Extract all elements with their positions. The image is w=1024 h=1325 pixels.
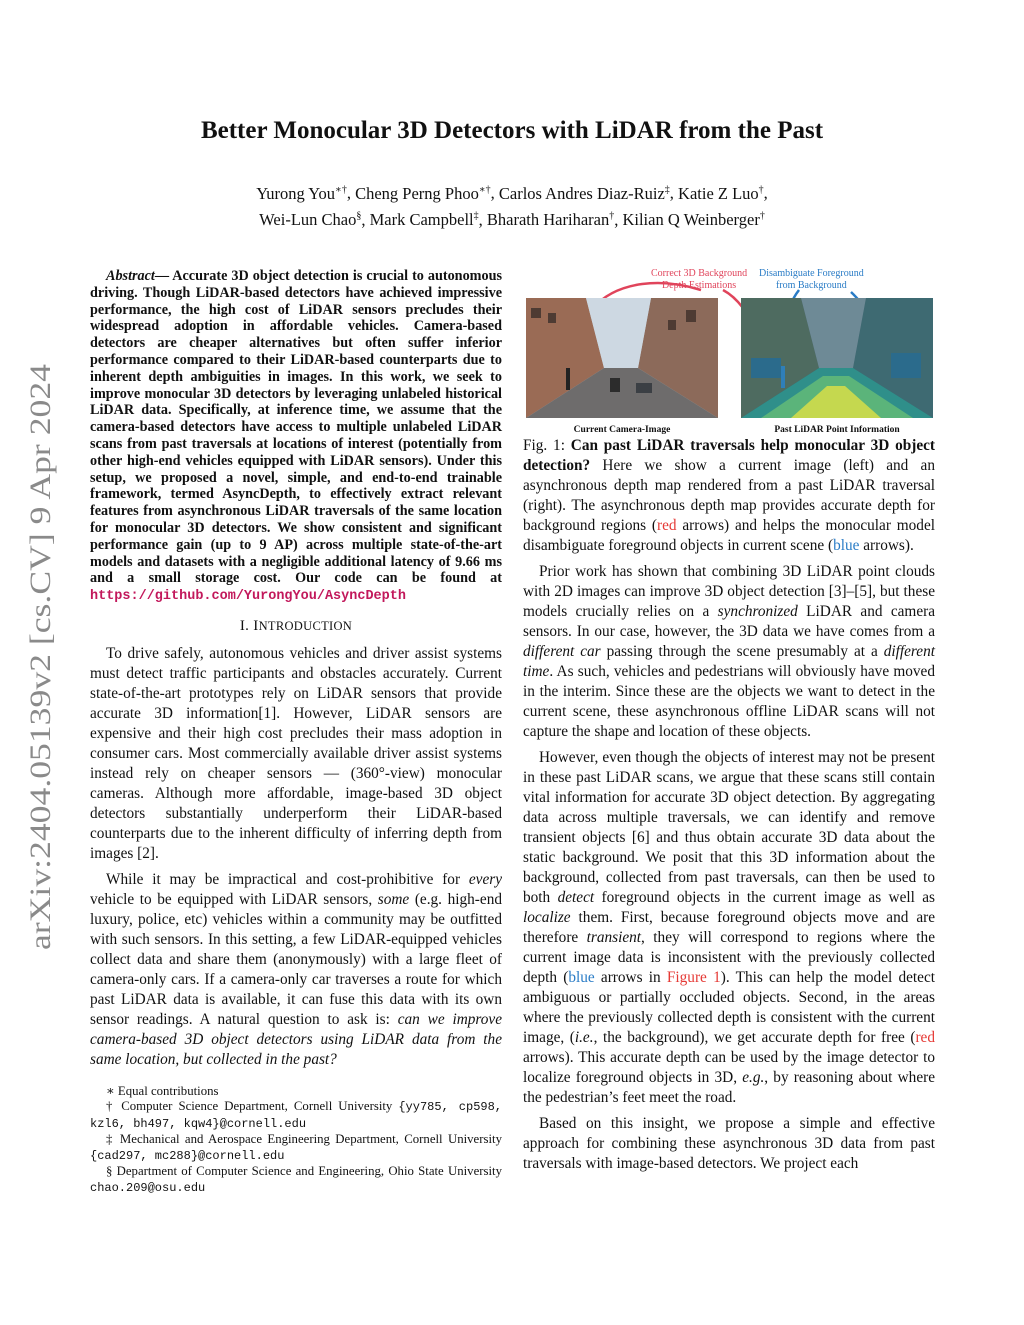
author: Katie Z Luo† — [678, 183, 764, 203]
author: Kilian Q Weinberger† — [622, 210, 765, 229]
figure-caption: Fig. 1: Can past LiDAR traversals help monocular 3D object detection? Here we show a current image (left) and an asynchronous depth map rendered from a past LiDAR traversal (right). The asynchronous depth map provides accurate depth for background regions (red arrows) and helps the monocular model disambiguate foreground objects in current scene (blue arrows). — [523, 437, 936, 554]
right-column — [523, 268, 935, 1180]
footnote-equal: ∗ Equal contributions — [106, 1083, 219, 1098]
author: Cheng Perng Phoo∗† — [355, 183, 491, 203]
current-camera-image — [526, 298, 718, 418]
footnote-osu: § Department of Computer Science and Engineering, Ohio State University chao.209@osu.edu — [90, 1164, 502, 1195]
intro-paragraph-2: While it may be impractical and cost-prohibitive for every vehicle to be equipped with LiDAR sensors, some (e.g. high-end luxury, police, etc) vehicles within a community may be outfitted with such sensors. In this setting, a few LiDAR-equipped vehicles collect data and share them (anonymously) with a large fleet of camera-only cars. If a camera-only car traverses a route for which past LiDAR data is available, it can fuse this data with its own sensor readings. A natural question to ask is: can we improve camera-based 3D object detectors using LiDAR data from the same location, but collected in the past? — [90, 870, 502, 1068]
figure-left-caption: Current Camera-Image — [573, 425, 671, 435]
abstract: Abstract— Accurate 3D object detection is crucial to autonomous driving. Though LiDAR-based detectors have achieved impressive performance, the high cost of LiDAR sensors precludes their widespread adoption in affordable vehicles. Camera-based detectors are cheaper alternatives but often suffer inferior performance compared to their LiDAR-based counterparts due to inherent depth ambiguities in images. In this work, we seek to improve monocular 3D detectors by leveraging unlabeled historical LiDAR data. Specifically, at inference time, we assume that the camera-based detectors have access to multiple unlabeled LiDAR scans from past traversals at locations of interest (potentially from other high-end vehicles equipped with LiDAR sensors). Under this setup, we proposed a novel, simple, and end-to-end trainable framework, termed AsyncDepth, to effectively extract relevant features from asynchronous LiDAR traversals of the same location for monocular 3D detectors. We show consistent and significant performance gain (up to 9 AP) across multiple state-of-the-art models and datasets with a negligible additional latency of 9.66 ms and a small storage cost. Our code can be found at https://github.com/YurongYou/AsyncDepth — [90, 268, 502, 605]
figure-1 — [523, 268, 935, 435]
section-heading-introduction: I. INTRODUCTION — [239, 617, 353, 634]
author-list — [150, 178, 874, 231]
paper-title: Better Monocular 3D Detectors with LiDAR from the Past — [200, 117, 824, 144]
arxiv-id-text: arXiv:2404.05139v2 [cs.CV] 9 Apr 2024 — [24, 456, 57, 950]
right-paragraph-2: However, even though the objects of interest may not be present in these past LiDAR scans, we argue that these scans still contain vital information for accurate 3D object detection. By aggregating data across multiple traversals, we can identify and remove transient objects [6] and thus obtain accurate 3D data about the static background. We posit that this 3D information about the background, collected from past traversals, can then be used to both detect foreground objects in the current image as well as localize them. First, because foreground objects move and are therefore transient, they will correspond to regions where the current image data is inconsistent with the previously collected depth (blue arrows in Figure 1). This can help the model detect ambiguous or partially occluded objects. Second, in the areas where the previously collected depth is consistent with the current image, (i.e., the background), we get accurate depth for free (red arrows). This accurate depth can be used by the image detector to localize foreground objects in 3D, e.g., by reasoning about where the pedestrian’s feet meet the road. — [523, 749, 935, 1106]
author-line-2: Wei-Lun Chao§, Mark Campbell‡, Bharath Hariharan†, Kilian Q Weinberger† — [259, 210, 765, 229]
author: Carlos Andres Diaz-Ruiz‡ — [498, 183, 670, 203]
figure-label-red: Correct 3D Background Depth Estimations — [651, 268, 748, 291]
footnotes — [90, 1084, 502, 1197]
left-column — [90, 268, 502, 1196]
figure-right-caption: Past LiDAR Point Information — [774, 425, 900, 435]
author: Wei-Lun Chao§ — [259, 210, 362, 229]
right-paragraph-1: Prior work has shown that combining 3D LiDAR point clouds with 2D images can improve 3D object detection [3]–[5], but these models crucially relies on a synchronized LiDAR and camera sensors. In our case, however, the 3D data we have comes from a different car passing through the scene presumably at a different time. As such, vehicles and pedestrians will obviously have moved in the interim. Since these are the objects we want to detect in the current scene, these asynchronous offline LiDAR scans will not capture the shape and location of these objects. — [523, 563, 936, 740]
past-lidar-image — [741, 298, 933, 418]
footnote-cornell-cs: † Computer Science Department, Cornell University {yy785, cp598, kzl6, bh497, kqw4}@cornell.edu — [90, 1099, 502, 1131]
author-line-1: Yurong You∗†, Cheng Perng Phoo∗†, Carlos Andres Diaz-Ruiz‡, Katie Z Luo†, — [256, 183, 768, 203]
code-link[interactable]: https://github.com/YurongYou/AsyncDepth — [90, 589, 406, 605]
author: Mark Campbell‡ — [369, 210, 479, 229]
author: Bharath Hariharan† — [486, 210, 615, 229]
right-paragraph-3: Based on this insight, we propose a simple and effective approach for combining these asynchronous 3D data from past traversals with image-based detectors. We project each — [523, 1115, 935, 1172]
footnote-cornell-mae: ‡ Mechanical and Aerospace Engineering Department, Cornell University {cad297, mc288}@cornell.edu — [90, 1132, 502, 1163]
arxiv-identifier — [20, 360, 60, 950]
intro-paragraph-1: To drive safely, autonomous vehicles and driver assist systems must detect traffic participants and obstacles accurately. Current state-of-the-art prototypes rely on LiDAR sensors that provide accurate 3D information[1]. However, LiDAR sensors are expensive and their high cost precludes their mass adoption in consumer cars. Most commercially available driver assist systems instead rely on cheaper sensors — (360°-view) monocular cameras. Although more affordable, image-based 3D object detectors substantially underperform their LiDAR-based counterparts due to the inherent difficulty of inferring depth from images [2]. — [90, 644, 502, 862]
author: Yurong You∗† — [256, 183, 347, 203]
figure-1-reference-link[interactable]: Figure 1 — [666, 969, 721, 986]
figure-label-blue: Disambiguate Foreground from Background — [759, 268, 864, 291]
